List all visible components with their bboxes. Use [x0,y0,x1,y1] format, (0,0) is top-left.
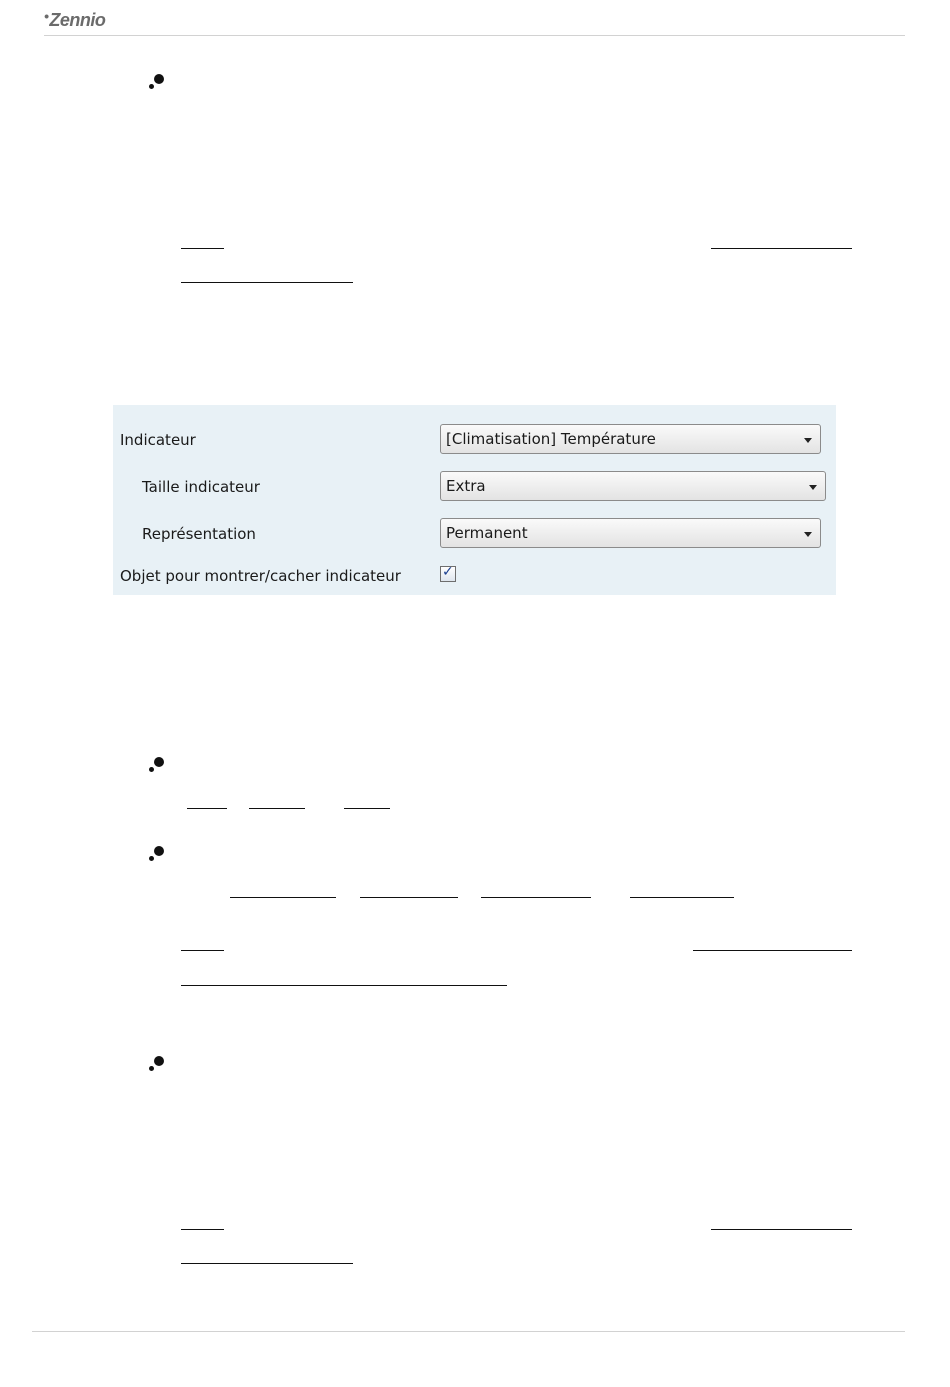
chevron-down-icon [804,438,812,443]
representation-label: Représentation [142,525,256,543]
show-hide-object-label: Objet pour montrer/cacher indicateur [120,567,401,585]
indicator-select[interactable] [440,424,821,454]
link-underline[interactable] [344,808,390,809]
indicator-size-select[interactable] [440,471,826,501]
link-underline[interactable] [230,897,336,898]
chevron-down-icon [804,532,812,537]
link-underline[interactable] [181,950,224,951]
link-underline[interactable] [249,808,305,809]
representation-select-value: Permanent [446,524,528,542]
footer-divider [32,1331,905,1332]
bullet-icon [148,844,166,862]
link-underline[interactable] [481,897,591,898]
bullet-icon [148,1054,166,1072]
link-underline[interactable] [181,282,353,283]
link-underline[interactable] [181,985,507,986]
logo-icon: • [44,8,49,24]
header-divider [44,35,905,36]
logo-text: Zennio [49,10,106,30]
link-underline[interactable] [711,1229,852,1230]
check-icon: ✓ [442,564,454,580]
link-underline[interactable] [360,897,458,898]
zennio-logo [44,10,105,31]
link-underline[interactable] [711,248,852,249]
indicator-label: Indicateur [120,431,196,449]
show-hide-object-checkbox[interactable] [440,566,456,582]
link-underline[interactable] [630,897,734,898]
chevron-down-icon [809,485,817,490]
bullet-icon [148,755,166,773]
link-underline[interactable] [181,1263,353,1264]
bullet-icon [148,72,166,90]
link-underline[interactable] [187,808,227,809]
link-underline[interactable] [181,1229,224,1230]
indicator-size-select-value: Extra [446,477,486,495]
indicator-size-label: Taille indicateur [142,478,260,496]
link-underline[interactable] [181,248,224,249]
link-underline[interactable] [693,950,852,951]
indicator-select-value: [Climatisation] Température [446,430,656,448]
representation-select[interactable] [440,518,821,548]
